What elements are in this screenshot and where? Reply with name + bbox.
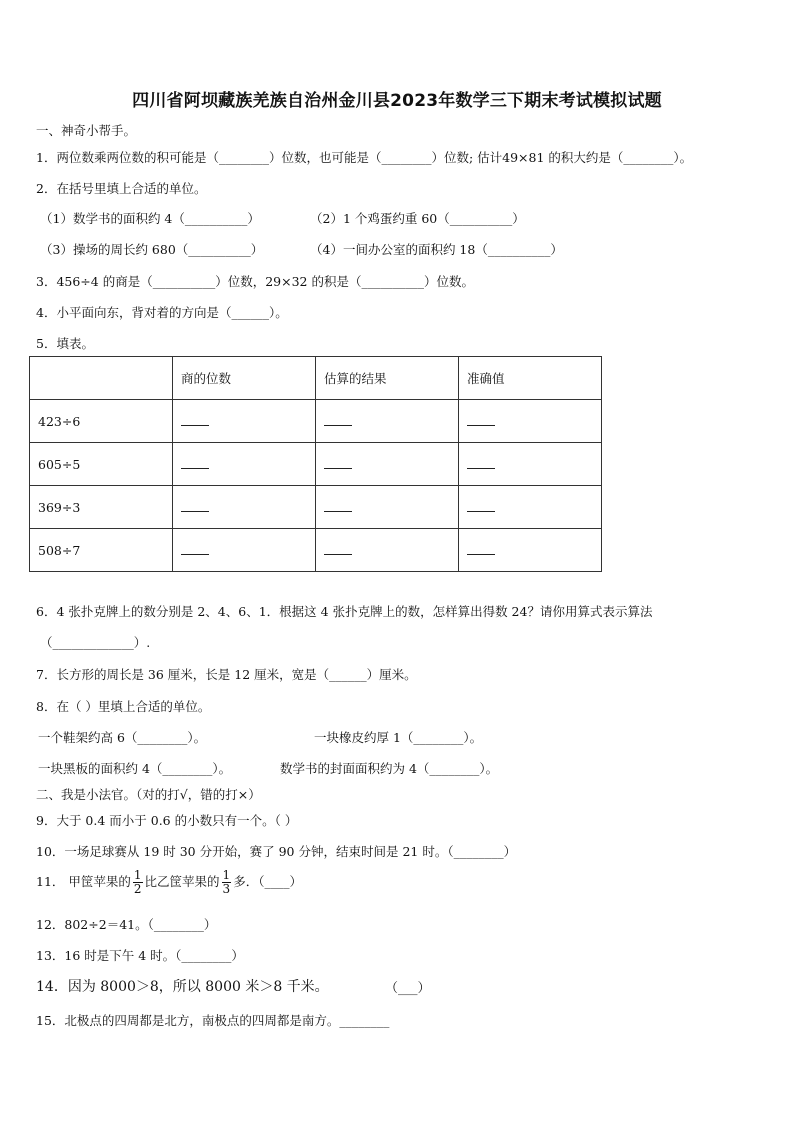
question-8-part-1: 一个鞋架约高 6（________）。 <box>38 730 207 745</box>
table-header-cell: 准确值 <box>459 357 602 400</box>
answer-blank[interactable] <box>316 443 459 486</box>
answer-blank[interactable] <box>316 400 459 443</box>
question-3: 3．456÷4 的商是（__________）位数，29×32 的积是（__________）位数。 <box>36 274 474 289</box>
question-5: 5．填表。 <box>36 336 94 351</box>
table-row <box>30 486 602 529</box>
answer-blank[interactable] <box>173 400 316 443</box>
question-15: 15．北极点的四周都是北方，南极点的四周都是南方。________ <box>36 1013 390 1028</box>
question-6: 6．4 张扑克牌上的数分别是 2、4、6、1．根据这 4 张扑克牌上的数，怎样算出得数 24？请你用算式表示算法 <box>36 604 653 619</box>
table-row <box>30 529 602 572</box>
question-14-answer: （___） <box>385 981 431 996</box>
question-7: 7．长方形的周长是 36 厘米，长是 12 厘米，宽是（______）厘米。 <box>36 667 417 682</box>
question-2-part-3: （3）操场的周长约 680（__________） <box>40 242 264 257</box>
table-header-cell <box>30 357 173 400</box>
fraction-one-third <box>222 869 232 896</box>
question-8-part-2: 一块橡皮约厚 1（________）。 <box>314 730 483 745</box>
question-10: 10．一场足球赛从 19 时 30 分开始，赛了 90 分钟，结束时间是 21 时。（________） <box>36 844 517 859</box>
table-row-expression: 423÷6 <box>30 400 173 443</box>
question-13: 13．16 时是下午 4 时。（________） <box>36 948 244 963</box>
section-1-heading: 一、神奇小帮手。 <box>36 123 137 138</box>
question-11 <box>36 869 302 896</box>
table-row-expression: 605÷5 <box>30 443 173 486</box>
question-8: 8．在（ ）里填上合适的单位。 <box>36 699 211 714</box>
answer-blank[interactable] <box>459 486 602 529</box>
question-8-part-4: 数学书的封面面积约为 4（________）。 <box>280 761 499 776</box>
table-header-cell: 商的位数 <box>173 357 316 400</box>
answer-blank[interactable] <box>316 529 459 572</box>
question-8-part-3: 一块黑板的面积约 4（________）。 <box>38 761 232 776</box>
table-header-row <box>30 357 602 400</box>
fill-in-table <box>29 356 602 572</box>
fraction-numerator: 1 <box>133 868 142 882</box>
answer-blank[interactable] <box>459 443 602 486</box>
table-row <box>30 400 602 443</box>
answer-blank[interactable] <box>173 486 316 529</box>
table-row-expression: 369÷3 <box>30 486 173 529</box>
fraction-one-half <box>133 869 143 896</box>
question-2-part-1: （1）数学书的面积约 4（__________） <box>40 211 260 226</box>
question-11-middle: 比乙筐苹果的 <box>144 874 220 889</box>
question-4: 4．小平面向东，背对着的方向是（______）。 <box>36 305 288 320</box>
answer-blank[interactable] <box>173 443 316 486</box>
question-12: 12．802÷2＝41。（________） <box>36 917 217 932</box>
fraction-denominator: 3 <box>222 882 231 896</box>
table-header-cell: 估算的结果 <box>316 357 459 400</box>
page-title: 四川省阿坝藏族羌族自治州金川县2023年数学三下期末考试模拟试题 <box>132 91 662 111</box>
question-6-answer: （_____________）. <box>40 635 151 650</box>
question-1: 1．两位数乘两位数的积可能是（________）位数，也可能是（________）位数; 估计49×81 的积大约是（________）。 <box>36 150 693 165</box>
question-14: 14．因为 8000＞8，所以 8000 米＞8 千米。 <box>36 979 329 995</box>
table-row-expression: 508÷7 <box>30 529 173 572</box>
question-11-prefix: 11． 甲筐苹果的 <box>36 874 131 889</box>
answer-blank[interactable] <box>459 529 602 572</box>
question-2-part-2: （2）1 个鸡蛋约重 60（__________） <box>310 211 525 226</box>
question-11-suffix: 多．（____） <box>233 874 302 889</box>
section-2-heading: 二、我是小法官。（对的打√，错的打×） <box>36 787 261 802</box>
question-2: 2．在括号里填上合适的单位。 <box>36 181 207 196</box>
fraction-denominator: 2 <box>133 882 142 896</box>
fraction-numerator: 1 <box>222 868 231 882</box>
question-9: 9．大于 0.4 而小于 0.6 的小数只有一个。（ ） <box>36 813 298 828</box>
table-row <box>30 443 602 486</box>
answer-blank[interactable] <box>173 529 316 572</box>
answer-blank[interactable] <box>316 486 459 529</box>
answer-blank[interactable] <box>459 400 602 443</box>
question-2-part-4: （4）一间办公室的面积约 18（__________） <box>310 242 563 257</box>
